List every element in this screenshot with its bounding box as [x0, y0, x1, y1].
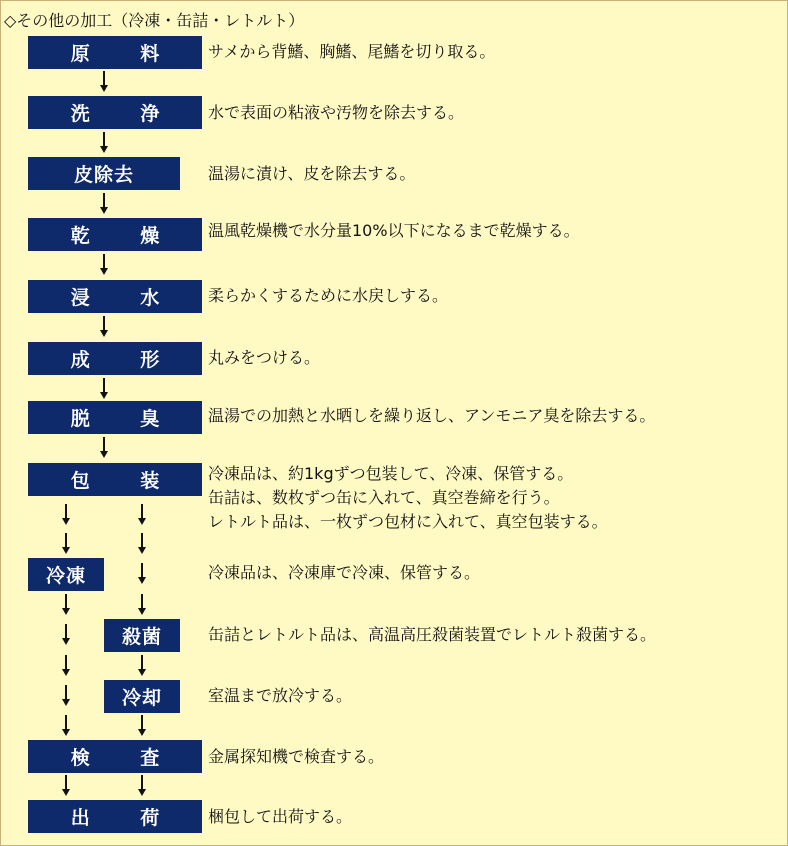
step-cooling: 冷却: [104, 680, 180, 713]
step-shaping: 成 形: [28, 342, 202, 375]
arrow-down-icon: [59, 655, 73, 677]
arrow-down-icon: [97, 254, 111, 276]
step-raw-material: 原 料: [28, 36, 202, 69]
arrow-down-icon: [59, 685, 73, 707]
arrow-down-icon: [59, 624, 73, 646]
arrow-down-icon: [97, 378, 111, 400]
arrow-down-icon: [97, 437, 111, 459]
desc-drying: 温風乾燥機で水分量10%以下になるまで乾燥する。: [208, 221, 580, 240]
arrow-down-icon: [59, 504, 73, 526]
arrow-down-icon: [59, 594, 73, 616]
desc-freezing: 冷凍品は、冷凍庫で冷凍、保管する。: [208, 563, 481, 582]
step-drying: 乾 燥: [28, 218, 202, 251]
desc-cooling: 室温まで放冷する。: [208, 686, 353, 705]
arrow-down-icon: [97, 316, 111, 338]
arrow-down-icon: [135, 594, 149, 616]
arrow-down-icon: [59, 533, 73, 555]
desc-skin-removal: 温湯に漬け、皮を除去する。: [208, 164, 416, 183]
arrow-down-icon: [135, 533, 149, 555]
desc-washing: 水で表面の粘液や汚物を除去する。: [208, 103, 465, 122]
step-sterilization: 殺菌: [104, 619, 180, 652]
step-washing: 洗 浄: [28, 96, 202, 129]
arrow-down-icon: [135, 655, 149, 677]
desc-deodorizing: 温湯での加熱と水晒しを繰り返し、アンモニア臭を除去する。: [208, 406, 656, 425]
diagram-title: ◇その他の加工（冷凍・缶詰・レトルト）: [4, 11, 305, 30]
arrow-down-icon: [59, 715, 73, 737]
arrow-down-icon: [135, 563, 149, 585]
arrow-down-icon: [97, 132, 111, 154]
desc-sterilization: 缶詰とレトルト品は、高温高圧殺菌装置でレトルト殺菌する。: [208, 625, 657, 644]
arrow-down-icon: [135, 715, 149, 737]
desc-packaging-frozen: 冷凍品は、約1kgずつ包装して、冷凍、保管する。: [208, 464, 574, 483]
arrow-down-icon: [135, 504, 149, 526]
step-skin-removal: 皮除去: [28, 157, 180, 190]
step-inspection: 検 査: [28, 740, 202, 773]
desc-packaging-canned: 缶詰は、数枚ずつ缶に入れて、真空巻締を行う。: [208, 488, 560, 507]
desc-inspection: 金属探知機で検査する。: [208, 747, 385, 766]
desc-raw-material: サメから背鰭、胸鰭、尾鰭を切り取る。: [208, 42, 496, 61]
desc-shipping: 梱包して出荷する。: [208, 807, 353, 826]
desc-shaping: 丸みをつける。: [208, 348, 321, 367]
arrow-down-icon: [97, 193, 111, 215]
desc-soaking: 柔らかくするために水戻しする。: [208, 286, 449, 305]
desc-packaging-retort: レトルト品は、一枚ずつ包材に入れて、真空包装する。: [208, 512, 608, 531]
step-freezing: 冷凍: [28, 558, 104, 591]
arrow-down-icon: [97, 71, 111, 93]
step-soaking: 浸 水: [28, 280, 202, 313]
arrow-down-icon: [135, 775, 149, 797]
step-packaging: 包 装: [28, 463, 202, 496]
arrow-down-icon: [59, 775, 73, 797]
step-shipping: 出 荷: [28, 800, 202, 833]
step-deodorizing: 脱 臭: [28, 401, 202, 434]
